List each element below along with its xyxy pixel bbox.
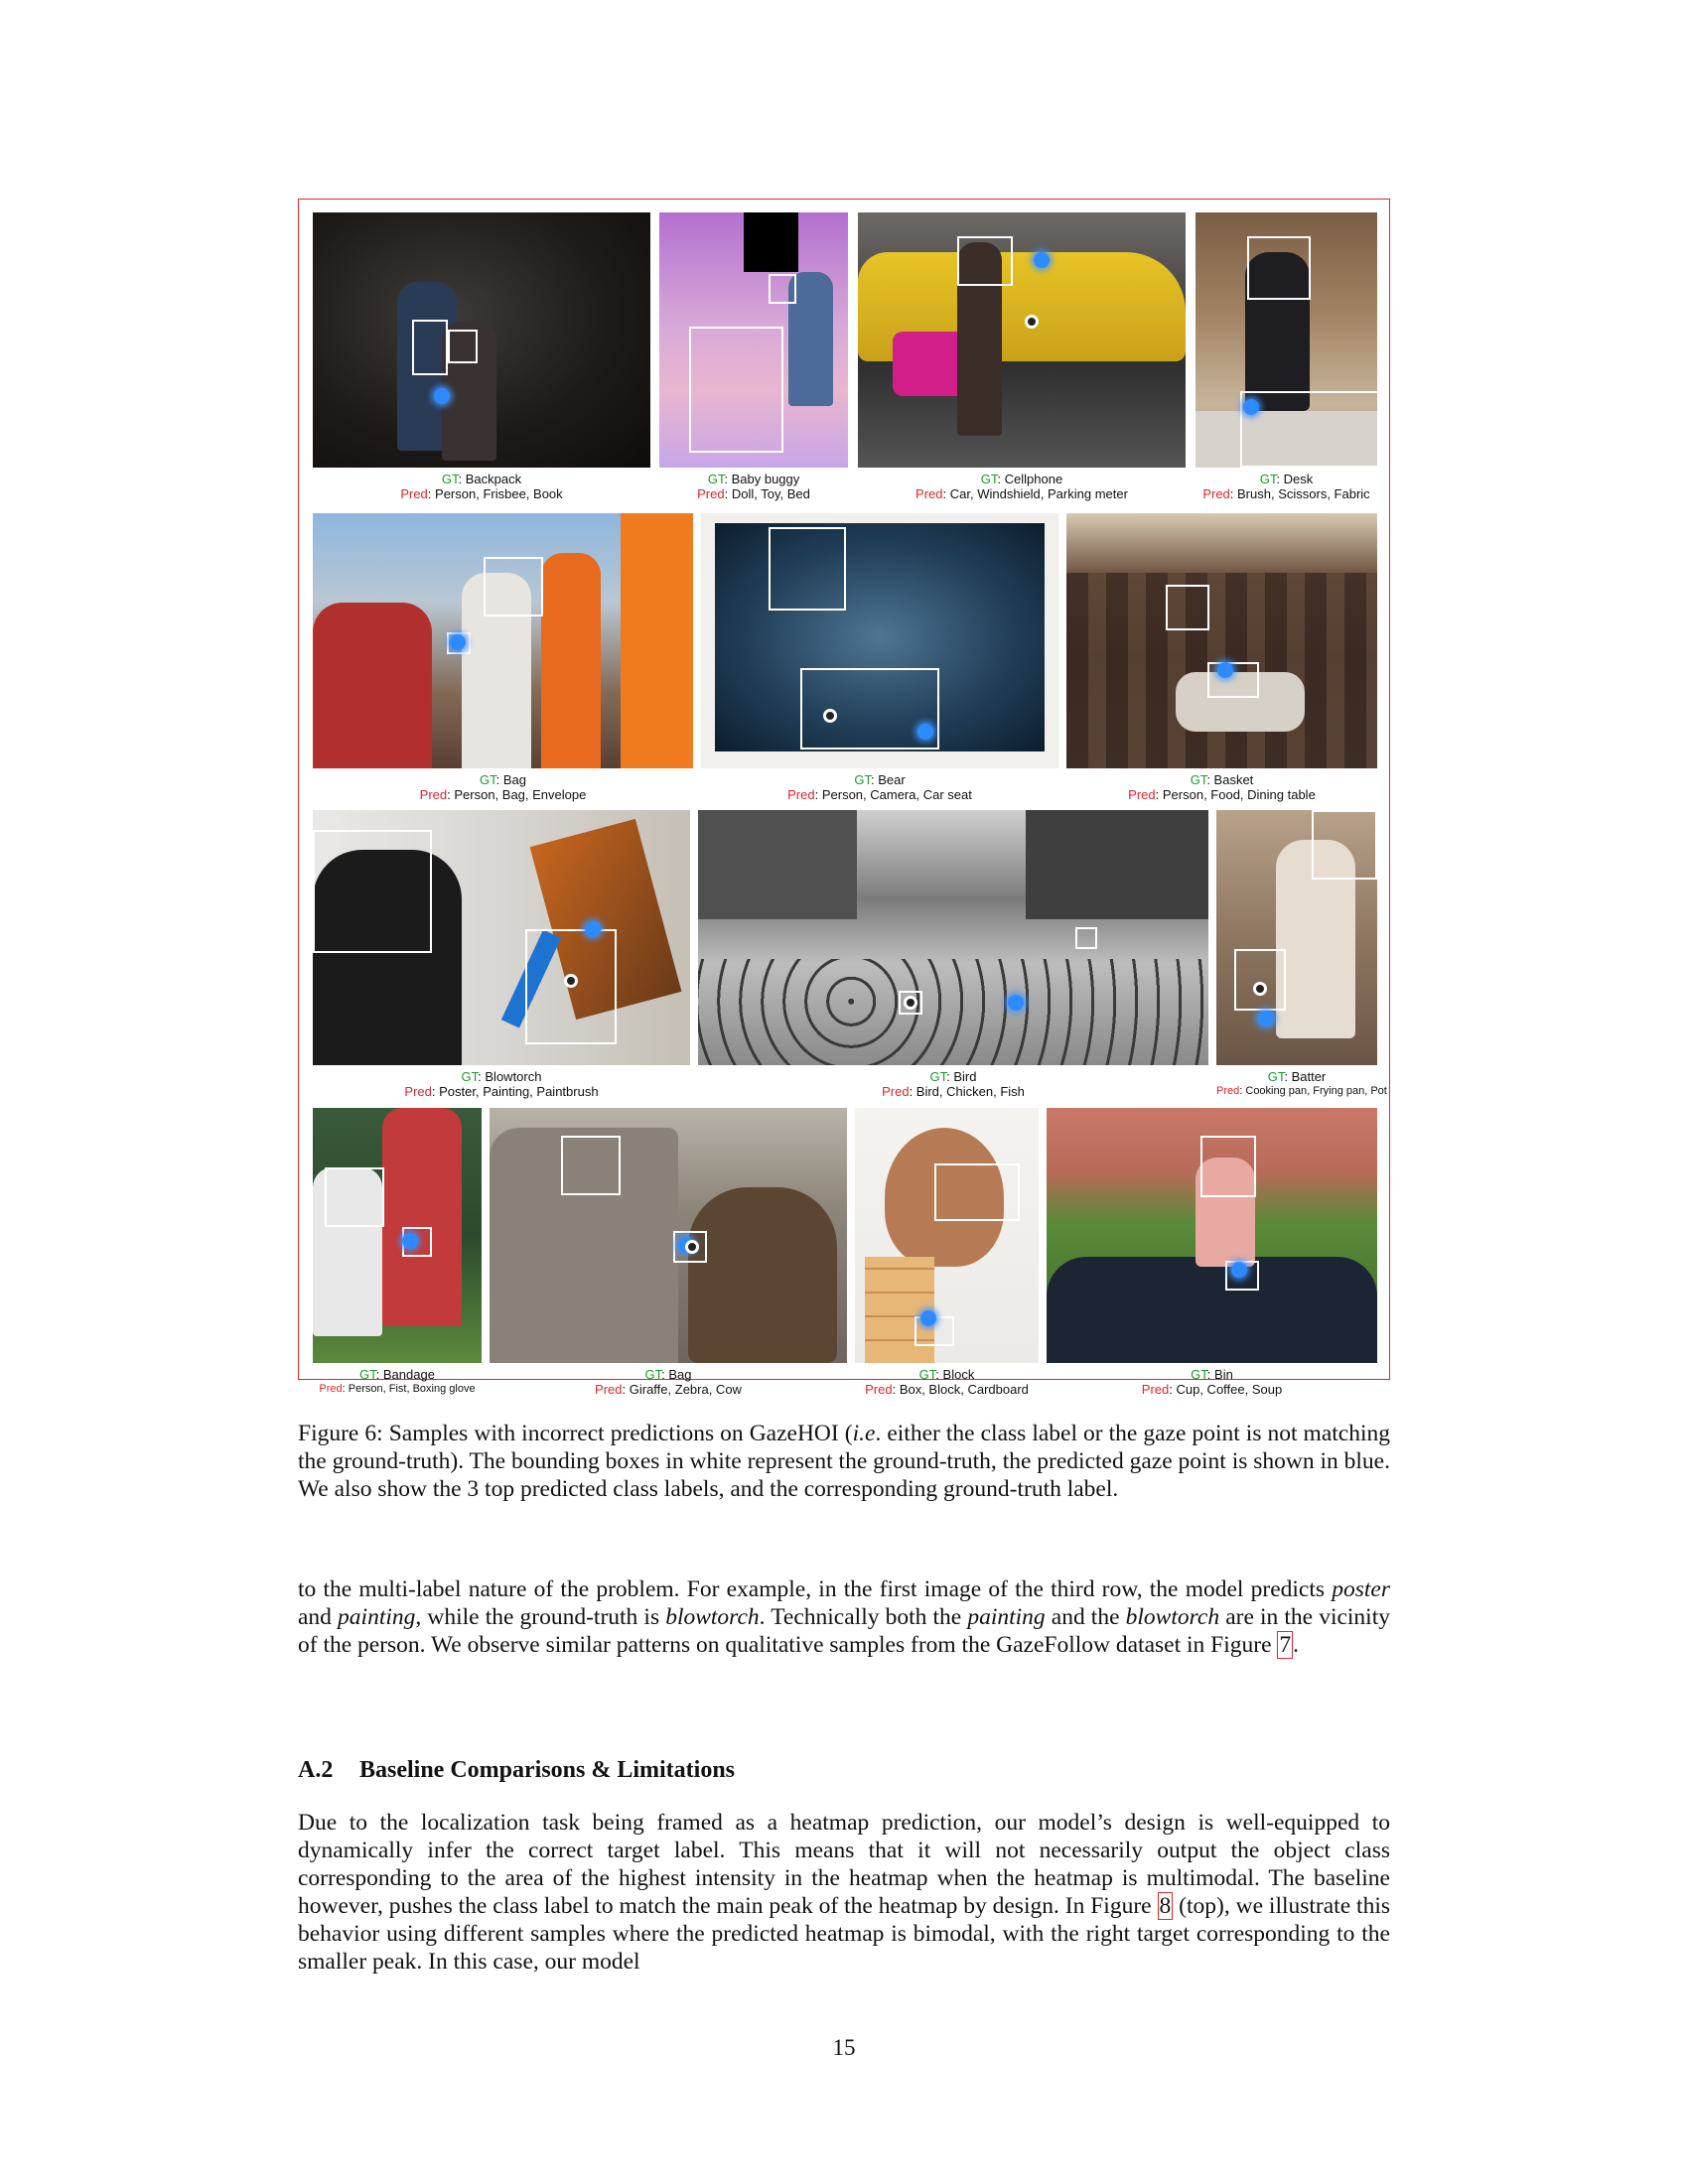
predicted-gaze-point xyxy=(1258,1011,1274,1026)
wooden-blocks xyxy=(865,1257,934,1363)
gt-bounding-box xyxy=(1240,391,1377,468)
photo-blowtorch xyxy=(313,810,690,1065)
table xyxy=(1047,1257,1377,1363)
gt-gaze-marker xyxy=(685,1240,699,1254)
figure-ref-link[interactable]: 7 xyxy=(1279,1632,1292,1658)
panel-caption: GT: Batter Pred: Cooking pan, Frying pan, Pot xyxy=(1216,1069,1387,1097)
section-heading: A.2 Baseline Comparisons & Limitations xyxy=(298,1757,736,1783)
panel-caption: GT: Basket Pred: Person, Food, Dining table xyxy=(1128,772,1316,802)
figure-6 xyxy=(298,199,1390,1397)
gt-bounding-box xyxy=(561,1136,621,1195)
photo-backpack xyxy=(313,212,650,468)
figure-caption: Figure 6: Samples with incorrect predictions on GazeHOI (i.e. either the class label or the gaze point is not matching the ground-truth). The bounding boxes in white represent the ground-truth, the predicted gaze point is shown in blue. We also show the 3 top predicted class labels, and the corresponding ground-truth label. xyxy=(298,1421,1391,1502)
gt-gaze-marker xyxy=(1253,982,1267,996)
panel-caption: GT: Bin Pred: Cup, Coffee, Soup xyxy=(1141,1367,1283,1397)
gt-bounding-box xyxy=(1200,1136,1256,1197)
figure-ref-link[interactable]: 8 xyxy=(1159,1893,1172,1919)
building xyxy=(1026,810,1208,919)
gt-bounding-box xyxy=(1234,949,1286,1011)
predicted-gaze-point xyxy=(1243,399,1259,415)
gt-bounding-box xyxy=(769,274,796,304)
photo-cellphone xyxy=(858,212,1186,468)
panel-caption: GT: Bird Pred: Bird, Chicken, Fish xyxy=(882,1069,1025,1099)
person-silhouette xyxy=(621,513,693,768)
predicted-gaze-point xyxy=(1231,1262,1247,1278)
gt-gaze-marker xyxy=(564,974,578,988)
panel-caption: GT: Bag Pred: Person, Bag, Envelope xyxy=(419,772,587,802)
panel-caption: GT: Baby buggy Pred: Doll, Toy, Bed xyxy=(697,472,810,501)
gt-bounding-box xyxy=(1166,585,1209,630)
predicted-gaze-point xyxy=(434,388,450,404)
person-silhouette xyxy=(541,553,601,768)
predicted-gaze-point xyxy=(1034,252,1050,268)
gt-bounding-box xyxy=(1207,662,1259,698)
predicted-gaze-point xyxy=(917,724,933,740)
gt-bounding-box xyxy=(313,830,432,953)
gt-gaze-marker xyxy=(823,709,837,723)
predicted-gaze-point xyxy=(1217,662,1233,678)
gt-gaze-marker xyxy=(904,996,917,1010)
player-figure xyxy=(382,1108,462,1326)
redacted-region xyxy=(744,212,798,272)
gt-bounding-box xyxy=(1247,236,1311,300)
photo-desk xyxy=(1196,212,1377,468)
gt-bounding-box xyxy=(689,327,783,453)
panel-caption: GT: Bandage Pred: Person, Fist, Boxing glove xyxy=(319,1367,476,1395)
gt-bounding-box xyxy=(1312,810,1377,880)
gt-bounding-box xyxy=(1075,927,1097,949)
photo-basket xyxy=(1066,513,1377,768)
building xyxy=(698,810,857,919)
gt-bounding-box xyxy=(484,557,543,616)
page-number: 15 xyxy=(832,2035,856,2060)
predicted-gaze-point xyxy=(402,1233,418,1249)
predicted-gaze-point xyxy=(1008,995,1024,1011)
photo-block xyxy=(855,1108,1039,1363)
gt-bounding-box xyxy=(412,320,448,375)
gt-bounding-box xyxy=(448,330,478,363)
panel-caption: GT: Block Pred: Box, Block, Cardboard xyxy=(865,1367,1029,1397)
photo-batter xyxy=(1216,810,1377,1065)
panel-caption: GT: Desk Pred: Brush, Scissors, Fabric xyxy=(1202,472,1370,501)
photo-bear xyxy=(701,513,1058,768)
predicted-gaze-point xyxy=(450,634,466,650)
panel-caption: GT: Cellphone Pred: Car, Windshield, Parking meter xyxy=(915,472,1128,501)
photo-bird xyxy=(698,810,1208,1065)
paragraph: Due to the localization task being framed as a heatmap prediction, our model’s design is well-equipped to dynamically infer the correct target label. This means that it will not necessarily output the object class corresponding to the area of the highest intensity in the heatmap when the heatmap is multimodal. The baseline however, pushes the class label to match the main peak of the heatmap by design. In Figure 8 (top), we illustrate this behavior using different samples where the predicted heatmap is bimodal, with the right target corresponding to the smaller peak. In this case, our model xyxy=(298,1810,1390,1975)
deer xyxy=(688,1187,837,1363)
paragraph: to the multi-label nature of the problem. For example, in the first image of the third row, the model predicts poster and painting, while the ground-truth is blowtorch. Technically both the painting and the blowtorch are in the vicinity of the person. We observe similar patterns on qualitative samples from the GazeFollow dataset in Figure 7. xyxy=(298,1576,1390,1658)
gt-bounding-box xyxy=(325,1167,384,1227)
crowd-figures xyxy=(313,603,432,768)
gt-bounding-box xyxy=(934,1163,1020,1221)
photo-bandage xyxy=(313,1108,482,1363)
photo-bag-deer xyxy=(490,1108,847,1363)
gt-bounding-box xyxy=(769,527,846,611)
photo-baby-buggy xyxy=(659,212,848,468)
panel-caption: GT: Backpack Pred: Person, Frisbee, Book xyxy=(400,472,563,501)
predicted-gaze-point xyxy=(920,1310,936,1326)
photo-bag xyxy=(313,513,693,768)
gt-bounding-box xyxy=(957,236,1013,286)
panel-caption: GT: Bag Pred: Giraffe, Zebra, Cow xyxy=(595,1367,742,1397)
panel-caption: GT: Blowtorch Pred: Poster, Painting, Paintbrush xyxy=(404,1069,599,1099)
panel-caption: GT: Bear Pred: Person, Camera, Car seat xyxy=(787,772,972,802)
gt-gaze-marker xyxy=(1025,315,1039,329)
predicted-gaze-point xyxy=(585,921,601,937)
gt-bounding-box xyxy=(800,668,939,750)
photo-bin xyxy=(1047,1108,1377,1363)
pigeons xyxy=(698,959,1208,1065)
